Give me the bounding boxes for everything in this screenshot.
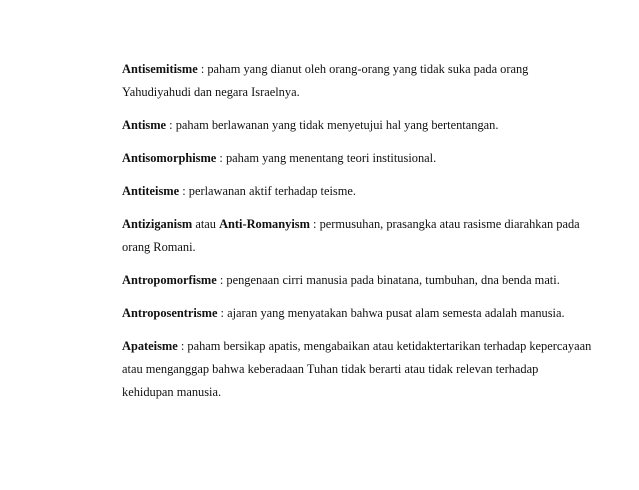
entry-definition: : perlawanan aktif terhadap teisme. [179, 184, 356, 198]
entry-term: Antisomorphisme [122, 151, 217, 165]
entry-term: Antiteisme [122, 184, 180, 198]
entry-term-alternate: Anti-Romanyism [219, 217, 310, 231]
glossary-entry-antroposentrisme [122, 302, 592, 325]
glossary-entry-antisme [122, 114, 592, 137]
entry-definition: : pengenaan cirri manusia pada binatana, tumbuhan, dna benda mati. [216, 273, 560, 287]
entry-term: Antisme [122, 118, 167, 132]
glossary-entry-apateisme [122, 335, 592, 404]
glossary-entry-antisemitisme [122, 58, 592, 104]
entry-term: Antroposentrisme [122, 306, 218, 320]
glossary-entry-antisomorphisme [122, 147, 592, 170]
entry-term: Apateisme [122, 339, 178, 353]
entry-term: Antiziganism [122, 217, 193, 231]
entry-definition: : paham berlawanan yang tidak menyetujui hal yang bertentangan. [166, 118, 499, 132]
entry-term: Antisemitisme [122, 62, 198, 76]
glossary-entry-antiteisme [122, 180, 592, 203]
entry-definition: : ajaran yang menyatakan bahwa pusat alam semesta adalah manusia. [217, 306, 565, 320]
glossary-list [122, 58, 592, 414]
glossary-entry-antiziganism [122, 213, 592, 259]
entry-definition: : paham yang menentang teori institusional. [216, 151, 437, 165]
entry-definition: : paham yang dianut oleh orang-orang yang tidak suka pada orang Yahudiyahudi dan negara Israelnya. [122, 62, 529, 99]
entry-definition: : paham bersikap apatis, mengabaikan atau ketidaktertarikan terhadap kepercayaan atau menganggap bahwa keberadaan Tuhan tidak berarti atau tidak relevan terhadap kehidupan manusia. [122, 339, 592, 399]
entry-term: Antropomorfisme [122, 273, 217, 287]
entry-connector: atau [192, 217, 220, 231]
glossary-entry-antropomorfisme [122, 269, 592, 292]
entry-definition: : permusuhan, prasangka atau rasisme diarahkan pada orang Romani. [122, 217, 580, 254]
